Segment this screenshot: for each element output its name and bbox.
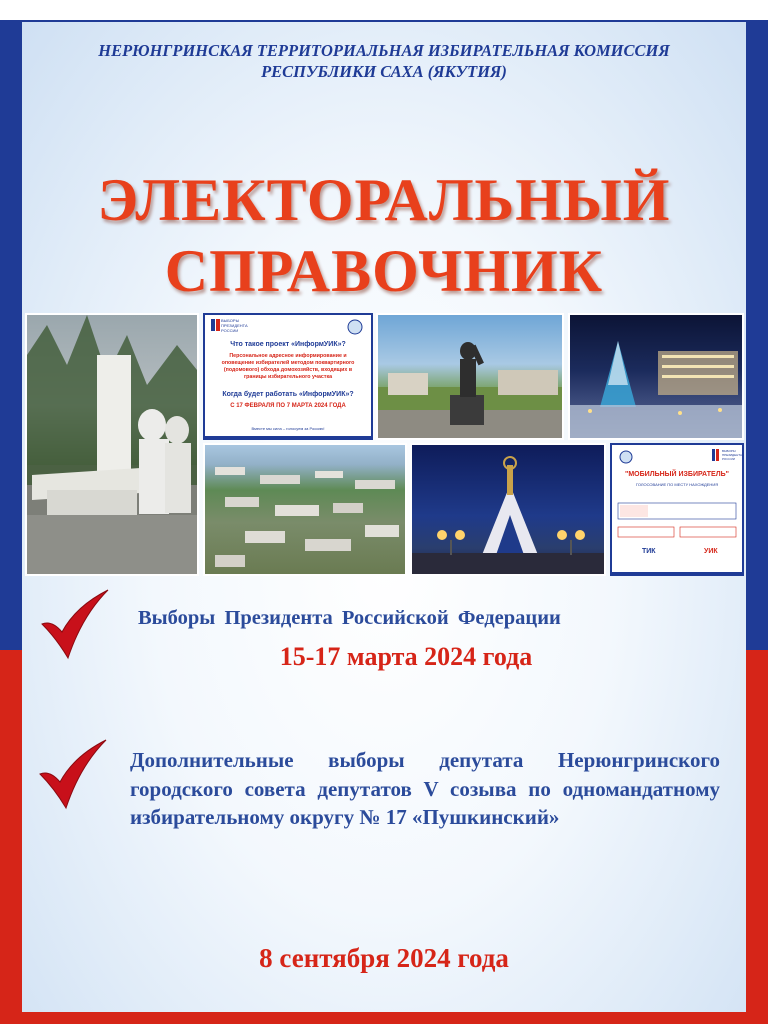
mobile-voter-subtitle: ГОЛОСОВАНИЕ ПО МЕСТУ НАХОЖДЕНИЯ [635,482,719,487]
title-line-1: ЭЛЕКТОРАЛЬНЫЙ [97,167,671,233]
photo-night-monument [410,443,606,576]
item2-date: 8 сентября 2024 года [259,943,509,973]
informuik-dates: С 17 ФЕВРАЛЯ ПО 7 МАРТА 2024 ГОДА [230,403,346,409]
informuik-footer: Вместе мы сила – голосуем за Россию! [251,426,325,431]
informuik-description: Персональное адресное информирование и оповещение избирателей методом поквартирного (подомового) обхода домохозяйств, входящих в границы избирательного участка [221,353,355,380]
item2-text: Дополнительные выборы депутата Нерюнгринского городского совета депутатов V созыва по одномандатному избирательному округу № 17 «Пушкинский» [130,748,720,829]
photo-city-aerial [203,443,407,576]
tik-label: ТИК [642,548,656,555]
header-line-2: РЕСПУБЛИКИ САХА (ЯКУТИЯ) [261,62,507,81]
item1-date: 15-17 марта 2024 года [279,642,533,671]
header-line-1: НЕРЮНГРИНСКАЯ ТЕРРИТОРИАЛЬНАЯ ИЗБИРАТЕЛЬНАЯ КОМИССИЯ [98,41,670,60]
mobile-voter-badge: ВЫБОРЫ ПРЕЗИДЕНТА РОССИИ [722,449,742,461]
checkmark-icon [36,738,112,814]
photo-monument [25,313,199,576]
mobile-voter-title: "МОБИЛЬНЫЙ ИЗБИРАТЕЛЬ" [625,471,729,478]
informuik-logo-text: ВЫБОРЫ ПРЕЗИДЕНТА РОССИИ [221,318,248,333]
photo-night-square [568,313,744,440]
photo-statue-square [376,313,564,440]
item1-text: Выборы Президента Российской Федерации [138,607,561,629]
informuik-card [203,313,373,440]
title-line-2: СПРАВОЧНИК [164,238,604,304]
informuik-question-1: Что такое проект «ИнформУИК»? [230,341,346,348]
mobile-voter-card [610,443,744,576]
informuik-question-2: Когда будет работать «ИнформУИК»? [222,391,354,398]
uik-label: УИК [704,548,718,555]
commission-header [22,40,746,82]
flag-white-band [0,0,768,20]
